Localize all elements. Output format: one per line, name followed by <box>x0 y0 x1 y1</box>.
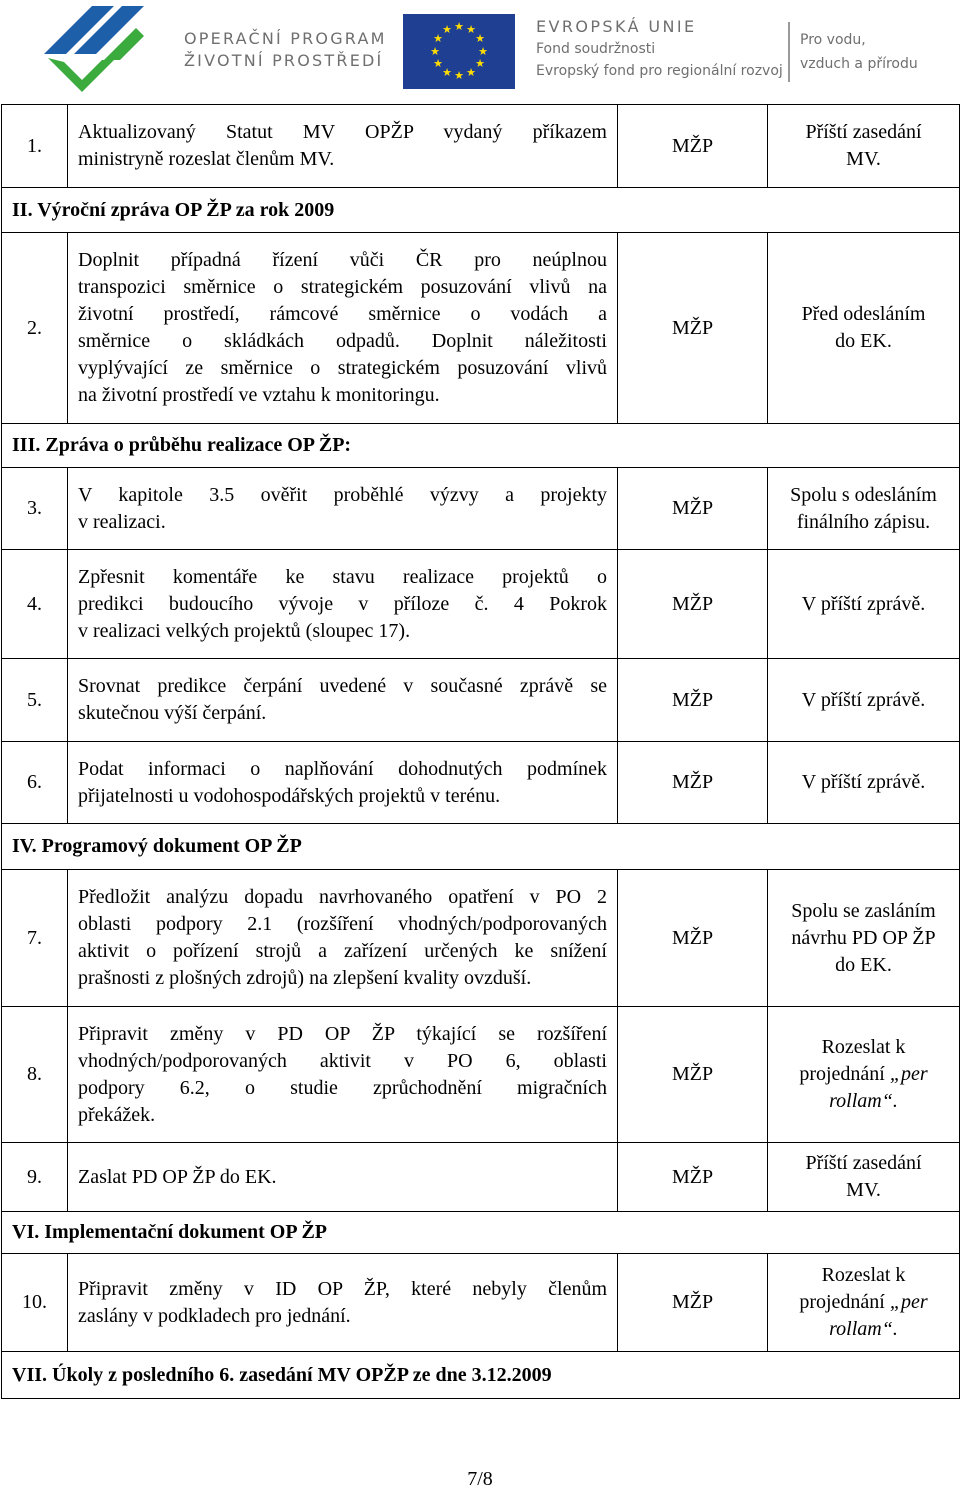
task-number: 6. <box>2 742 68 824</box>
svg-text:★: ★ <box>478 45 488 58</box>
slogan-text: Pro vodu, vzduch a přírodu <box>800 32 918 72</box>
table-row <box>2 659 960 742</box>
task-deadline: Rozeslat k projednání „per rollam“. <box>768 1007 960 1143</box>
task-deadline: Spolu se zasláním návrhu PD OP ŽP do EK. <box>768 870 960 1007</box>
task-description: Připravit změny v PD OP ŽP týkající se rozšíření vhodných/podporovaných aktivit v PO 6, oblasti podpory 6.2, o studie zprůchodnění migračních překážek. <box>68 1007 618 1143</box>
svg-text:★: ★ <box>454 69 464 82</box>
svg-text:★: ★ <box>466 23 476 36</box>
section-heading: VII. Úkoly z posledního 6. zasedání MV OPŽP ze dne 3.12.2009 <box>2 1352 960 1399</box>
page-number: 7/8 <box>467 1468 493 1490</box>
task-deadline: V příští zprávě. <box>768 550 960 659</box>
task-deadline: Spolu s odesláním finálního zápisu. <box>768 468 960 550</box>
task-deadline: V příští zprávě. <box>768 659 960 742</box>
header-logos <box>0 0 960 98</box>
svg-text:★: ★ <box>430 45 440 58</box>
task-number: 2. <box>2 233 68 424</box>
task-description: Zaslat PD OP ŽP do EK. <box>68 1143 618 1212</box>
task-responsible: MŽP <box>618 1254 768 1352</box>
section-row <box>2 1352 960 1399</box>
task-number: 10. <box>2 1254 68 1352</box>
table-row <box>2 1007 960 1143</box>
task-number: 7. <box>2 870 68 1007</box>
task-responsible: MŽP <box>618 233 768 424</box>
task-number: 3. <box>2 468 68 550</box>
task-description: V kapitole 3.5 ověřit proběhlé výzvy a projekty v realizaci. <box>68 468 618 550</box>
table-row <box>2 233 960 424</box>
eu-flag-icon <box>403 14 515 89</box>
task-description: Připravit změny v ID OP ŽP, které nebyly členům zaslány v podkladech pro jednání. <box>68 1254 618 1352</box>
task-responsible: MŽP <box>618 870 768 1007</box>
section-row <box>2 188 960 233</box>
task-responsible: MŽP <box>618 742 768 824</box>
section-heading: VI. Implementační dokument OP ŽP <box>2 1212 960 1254</box>
section-heading: III. Zpráva o průběhu realizace OP ŽP: <box>2 424 960 468</box>
task-description: Doplnit případná řízení vůči ČR pro neúplnou transpozici směrnice o strategickém posuzování vlivů na životní prostředí, rámcové směrnice o vodách a směrnice o skládkách odpadů. Doplnit náležitosti vyplývající ze směrnice o strategickém posuzování vlivů na životní prostředí ve vztahu k monitoringu. <box>68 233 618 424</box>
task-responsible: MŽP <box>618 659 768 742</box>
table-row <box>2 550 960 659</box>
table-row <box>2 1143 960 1212</box>
section-heading: IV. Programový dokument OP ŽP <box>2 824 960 870</box>
task-description: Předložit analýzu dopadu navrhovaného opatření v PO 2 oblasti podpory 2.1 (rozšíření vhodných/podporovaných aktivit o pořízení strojů a zařízení určených ke snížení prašnosti z plošných zdrojů) na zlepšení kvality ovzduší. <box>68 870 618 1007</box>
task-description: Zpřesnit komentáře ke stavu realizace projektů o predikci budoucího vývoje v příloze č. 4 Pokrok v realizaci velkých projektů (sloupec 17). <box>68 550 618 659</box>
opzp-logo-icon <box>44 6 174 96</box>
task-deadline: Před odesláním do EK. <box>768 233 960 424</box>
table-row <box>2 468 960 550</box>
task-responsible: MŽP <box>618 550 768 659</box>
header-divider <box>788 22 790 82</box>
table-row <box>2 742 960 824</box>
table-row <box>2 870 960 1007</box>
svg-text:★: ★ <box>466 66 476 79</box>
eu-logo-text: EVROPSKÁ UNIE Fond soudržnosti Evropský fond pro regionální rozvoj <box>536 17 783 79</box>
task-description: Podat informaci o naplňování dohodnutých podmínek přijatelnosti u vodohospodářských projektů v terénu. <box>68 742 618 824</box>
svg-text:★: ★ <box>433 57 443 70</box>
svg-text:★: ★ <box>475 57 485 70</box>
section-row <box>2 824 960 870</box>
task-responsible: MŽP <box>618 1007 768 1143</box>
task-number: 5. <box>2 659 68 742</box>
task-table <box>1 104 960 1399</box>
task-deadline: V příští zprávě. <box>768 742 960 824</box>
svg-text:★: ★ <box>433 32 443 45</box>
svg-text:★: ★ <box>454 20 464 33</box>
task-description: Aktualizovaný Statut MV OPŽP vydaný příkazem ministryně rozeslat členům MV. <box>68 105 618 188</box>
task-description: Srovnat predikce čerpání uvedené v současné zprávě se skutečnou výší čerpání. <box>68 659 618 742</box>
svg-text:★: ★ <box>442 23 452 36</box>
task-number: 1. <box>2 105 68 188</box>
task-deadline: Rozeslat k projednání „per rollam“. <box>768 1254 960 1352</box>
svg-text:★: ★ <box>442 66 452 79</box>
task-number: 9. <box>2 1143 68 1212</box>
section-row <box>2 424 960 468</box>
task-deadline: Příští zasedání MV. <box>768 1143 960 1212</box>
section-row <box>2 1212 960 1254</box>
task-responsible: MŽP <box>618 105 768 188</box>
task-deadline: Příští zasedání MV. <box>768 105 960 188</box>
section-heading: II. Výroční zpráva OP ŽP za rok 2009 <box>2 188 960 233</box>
task-number: 8. <box>2 1007 68 1143</box>
opzp-logo-text: OPERAČNÍ PROGRAM ŽIVOTNÍ PROSTŘEDÍ <box>184 29 387 70</box>
svg-text:★: ★ <box>475 32 485 45</box>
task-number: 4. <box>2 550 68 659</box>
table-row <box>2 105 960 188</box>
task-responsible: MŽP <box>618 468 768 550</box>
task-responsible: MŽP <box>618 1143 768 1212</box>
table-row <box>2 1254 960 1352</box>
